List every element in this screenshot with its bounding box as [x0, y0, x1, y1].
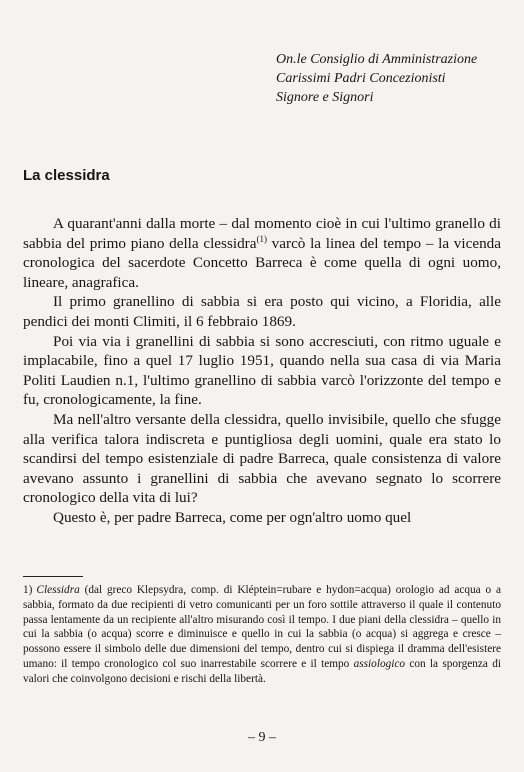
addressee-block	[276, 50, 477, 107]
paragraph	[23, 214, 501, 292]
footnote-reference: (1)	[256, 233, 267, 244]
addressee-line: On.le Consiglio di Amministrazione	[276, 52, 478, 67]
paragraph: Il primo granellino di sabbia si era posto qui vicino, a Floridia, alle pendici dei monti Climiti, il 6 febbraio 1869.	[23, 293, 501, 330]
footnote-emphasis: assiologico	[353, 657, 406, 670]
paragraph-text: A quarant'anni dalla morte – dal momento cioè in cui l'ultimo granello di sabbia del primo piano della clessidra	[23, 215, 501, 252]
footnote	[23, 583, 501, 687]
page-number: – 9 –	[248, 730, 276, 745]
footnote-divider	[23, 576, 83, 577]
paragraph: Ma nell'altro versante della clessidra, quello invisibile, quello che sfugge alla verifica talora indiscreta e puntigliosa degli uomini, quale era stato lo scandirsi del tempo esistenziale di padre Barreca, quale consistenza di valore avevano assunto i granellini di sabbia che avevano segnato lo scorrere cronologico della vita di lui?	[23, 410, 501, 507]
footnote-text: con la sporgenza di valori che coinvolgono decisioni e rischi della libertà.	[23, 657, 501, 685]
addressee-line: Signore e Signori	[276, 90, 374, 105]
addressee-line: Carissimi Padri Concezionisti	[276, 71, 446, 86]
footnote-term: Clessidra	[36, 584, 80, 596]
section-title: La clessidra	[23, 167, 110, 184]
body-text	[23, 214, 501, 528]
paragraph: Questo è, per padre Barreca, come per ogn'altro uomo quel	[53, 508, 412, 526]
footnote-label: 1)	[23, 584, 33, 596]
paragraph: Poi via via i granellini di sabbia si sono accresciuti, con ritmo uguale e implacabile, fino a quel 17 luglio 1951, quando nella sua casa di via Maria Politi Laudien n.1, l'ultimo granellino di sabbia varcò l'orizzonte del tempo e fu, cronologicamente, la fine.	[23, 332, 501, 409]
footnote-text: (dal greco Klepsydra, comp. di Kléptein=rubare e hydon=acqua) orologio ad acqua o a sabbia, formato da due recipienti di vetro comunicanti per un foro sottile attraverso il quale il contenuto passa lentamente da un recipiente all'altro misurando così il tempo. I due piani della clessidra – quello in cui la sabbia (o acqua) scorre e diminuisce e quello in cui la sabbia (o acqua) si aggrega e cresce – possono essere il simbolo delle due dimensioni del tempo, dentro cui si dispiega il dramma dell'esistere umano: il tempo cronologico col suo inarrestabile scorrere e il tempo	[23, 584, 501, 670]
paragraph-text: varcò la linea del tempo – la vicenda cronologica del sacerdote Concetto Barreca è come quella di ogni uomo, lineare, anagrafica.	[23, 234, 501, 291]
